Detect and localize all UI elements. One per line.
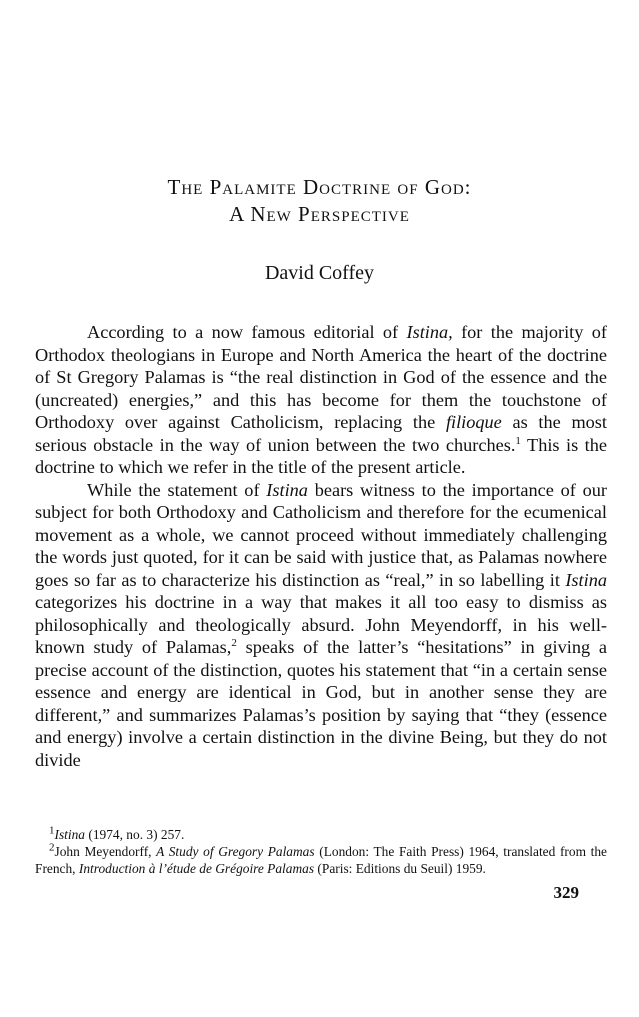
footnotes <box>35 826 607 877</box>
footnote-2-text-c: (Paris: Editions du Seuil) 1959. <box>314 861 486 876</box>
footnote-1-text: (1974, no. 3) 257. <box>85 827 185 842</box>
footnote-ref-1: 1 <box>515 434 521 447</box>
p1-text-3: as the most serious obstacle in the way of union between the two churches. <box>35 412 608 455</box>
footnote-2-text-b: (London: The Faith Press) 1964, translated from the French, <box>35 844 607 876</box>
footnote-2-book-title: A Study of Gregory Palamas <box>156 844 315 859</box>
paragraph-1 <box>35 321 607 479</box>
p2-text-1: While the statement of <box>87 479 267 500</box>
paragraph-2 <box>35 479 607 772</box>
p2-text-3: categorizes his doctrine in a way that makes it all too easy to dismiss as philosophically and theologically absurd. John Meyendorff, in his well-known study of Palamas, <box>35 592 607 657</box>
p1-text-1: According to a now famous editorial of <box>87 322 407 342</box>
footnote-2-text-a: John Meyendorff, <box>54 844 157 859</box>
footnote-ref-2: 2 <box>231 636 237 649</box>
author-name: David Coffey <box>264 262 375 284</box>
footnote-1 <box>35 826 607 843</box>
p2-text-4: speaks of the latter’s “hesitations” in giving a precise account of the distinction, quotes his statement that “in a certain sense essence and energy are identical in God, but in another sense they are different,” and summarizes Palamas’s position by saying that “they (essence and energy) involve a certain distinction in the divine Being, but they do not divide <box>35 637 607 770</box>
footnote-1-italic: Istina <box>54 827 86 842</box>
article-body <box>35 321 607 771</box>
p2-istina-1: Istina <box>266 479 308 500</box>
footnote-2-original-title: Introduction à l’étude de Grégoire Palamas <box>78 861 315 876</box>
page-number: 329 <box>553 883 579 902</box>
footnote-2-marker: 2 <box>49 841 55 854</box>
p1-filioque: filioque <box>445 412 502 432</box>
p2-istina-2: Istina <box>565 569 607 590</box>
p2-text-2: bears witness to the importance of our subject for both Orthodoxy and Catholicism and therefore for the ecumenical movement as a whole, we cannot proceed without immediately challenging the words just quoted, for it can be said with justice that, as Palamas nowhere goes so far as to characterize his distinction as “real,” in so labelling it <box>35 479 607 590</box>
p1-istina: Istina, <box>406 322 453 342</box>
footnote-2 <box>35 843 607 877</box>
p1-text-4: This is the doctrine to which we refer in the title of the present article. <box>35 434 607 477</box>
footnote-1-marker: 1 <box>49 824 55 837</box>
p1-text-2: for the majority of Orthodox theologians in Europe and North America the heart of the doctrine of St Gregory Palamas is “the real distinction in God of the essence and the (uncreated) energies,” and this has become for them the touchstone of Orthodoxy over against Catholicism, replacing the <box>35 322 607 432</box>
article-title-line-1: The Palamite Doctrine of God: <box>167 175 472 199</box>
article-title-line-2: A New Perspective <box>229 202 410 226</box>
